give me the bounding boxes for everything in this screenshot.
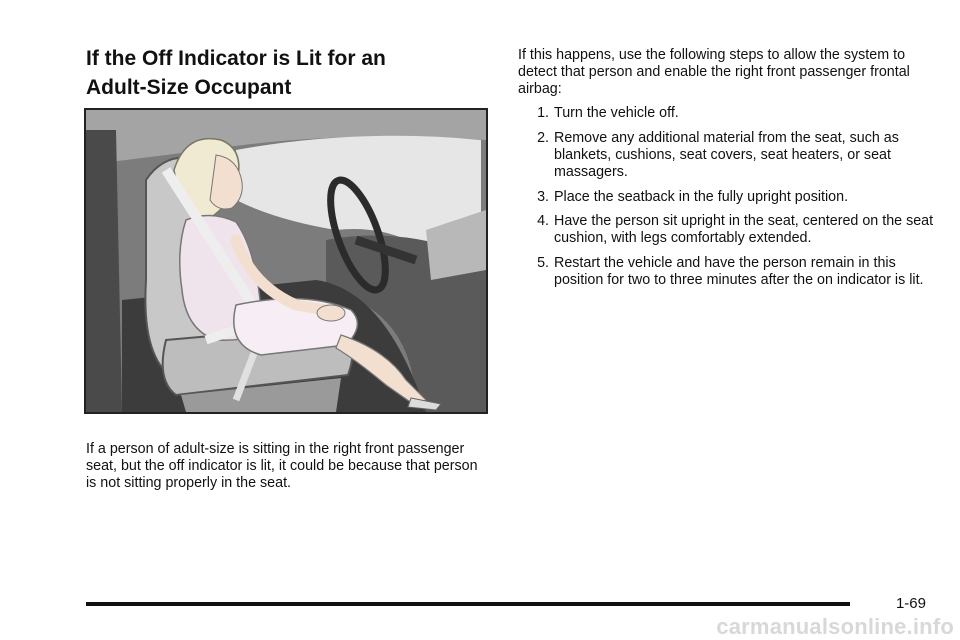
page-number: 1-69 (895, 595, 926, 612)
door-pillar (86, 130, 122, 412)
step-text: Turn the vehicle off. (554, 105, 679, 122)
instructions-intro: If this happens, use the following steps to allow the system to detect that person and enable the right front passenger frontal airbag: (518, 47, 910, 97)
step-number: 4. (537, 213, 549, 230)
step-number: 3. (537, 188, 549, 205)
step-text: Place the seatback in the fully upright position. (554, 188, 849, 205)
step-number: 1. (537, 105, 549, 122)
section-heading (86, 44, 486, 102)
step-text: Have the person sit upright in the seat, centered on the seat cushion, with legs comfortably extended. (554, 213, 934, 247)
seated-occupant-illustration (84, 108, 488, 414)
footer-rule (86, 602, 850, 606)
illustration-svg (86, 110, 486, 412)
step-text: Remove any additional material from the seat, such as blankets, cushions, seat covers, seat heaters, or seat massagers. (554, 130, 899, 180)
list-item (518, 130, 938, 180)
heading-line-2: Adult-Size Occupant (86, 76, 292, 99)
occupant-hands (317, 305, 345, 321)
step-number: 2. (537, 130, 549, 147)
watermark-text: carmanualsonline.info (716, 614, 954, 639)
steps-list (518, 105, 938, 288)
occupant-paragraph: If a person of adult-size is sitting in the right front passenger seat, but the off indicator is lit, it could be because that person is not sitting properly in the seat. (86, 441, 478, 491)
list-item (518, 105, 938, 122)
list-item (518, 213, 938, 247)
step-number: 5. (537, 254, 549, 271)
instructions-column (518, 47, 938, 297)
list-item (518, 255, 938, 289)
list-item (518, 189, 938, 206)
step-text: Restart the vehicle and have the person remain in this position for two to three minutes after the on indicator is lit. (554, 254, 924, 288)
heading-line-1: If the Off Indicator is Lit for an (86, 47, 386, 70)
